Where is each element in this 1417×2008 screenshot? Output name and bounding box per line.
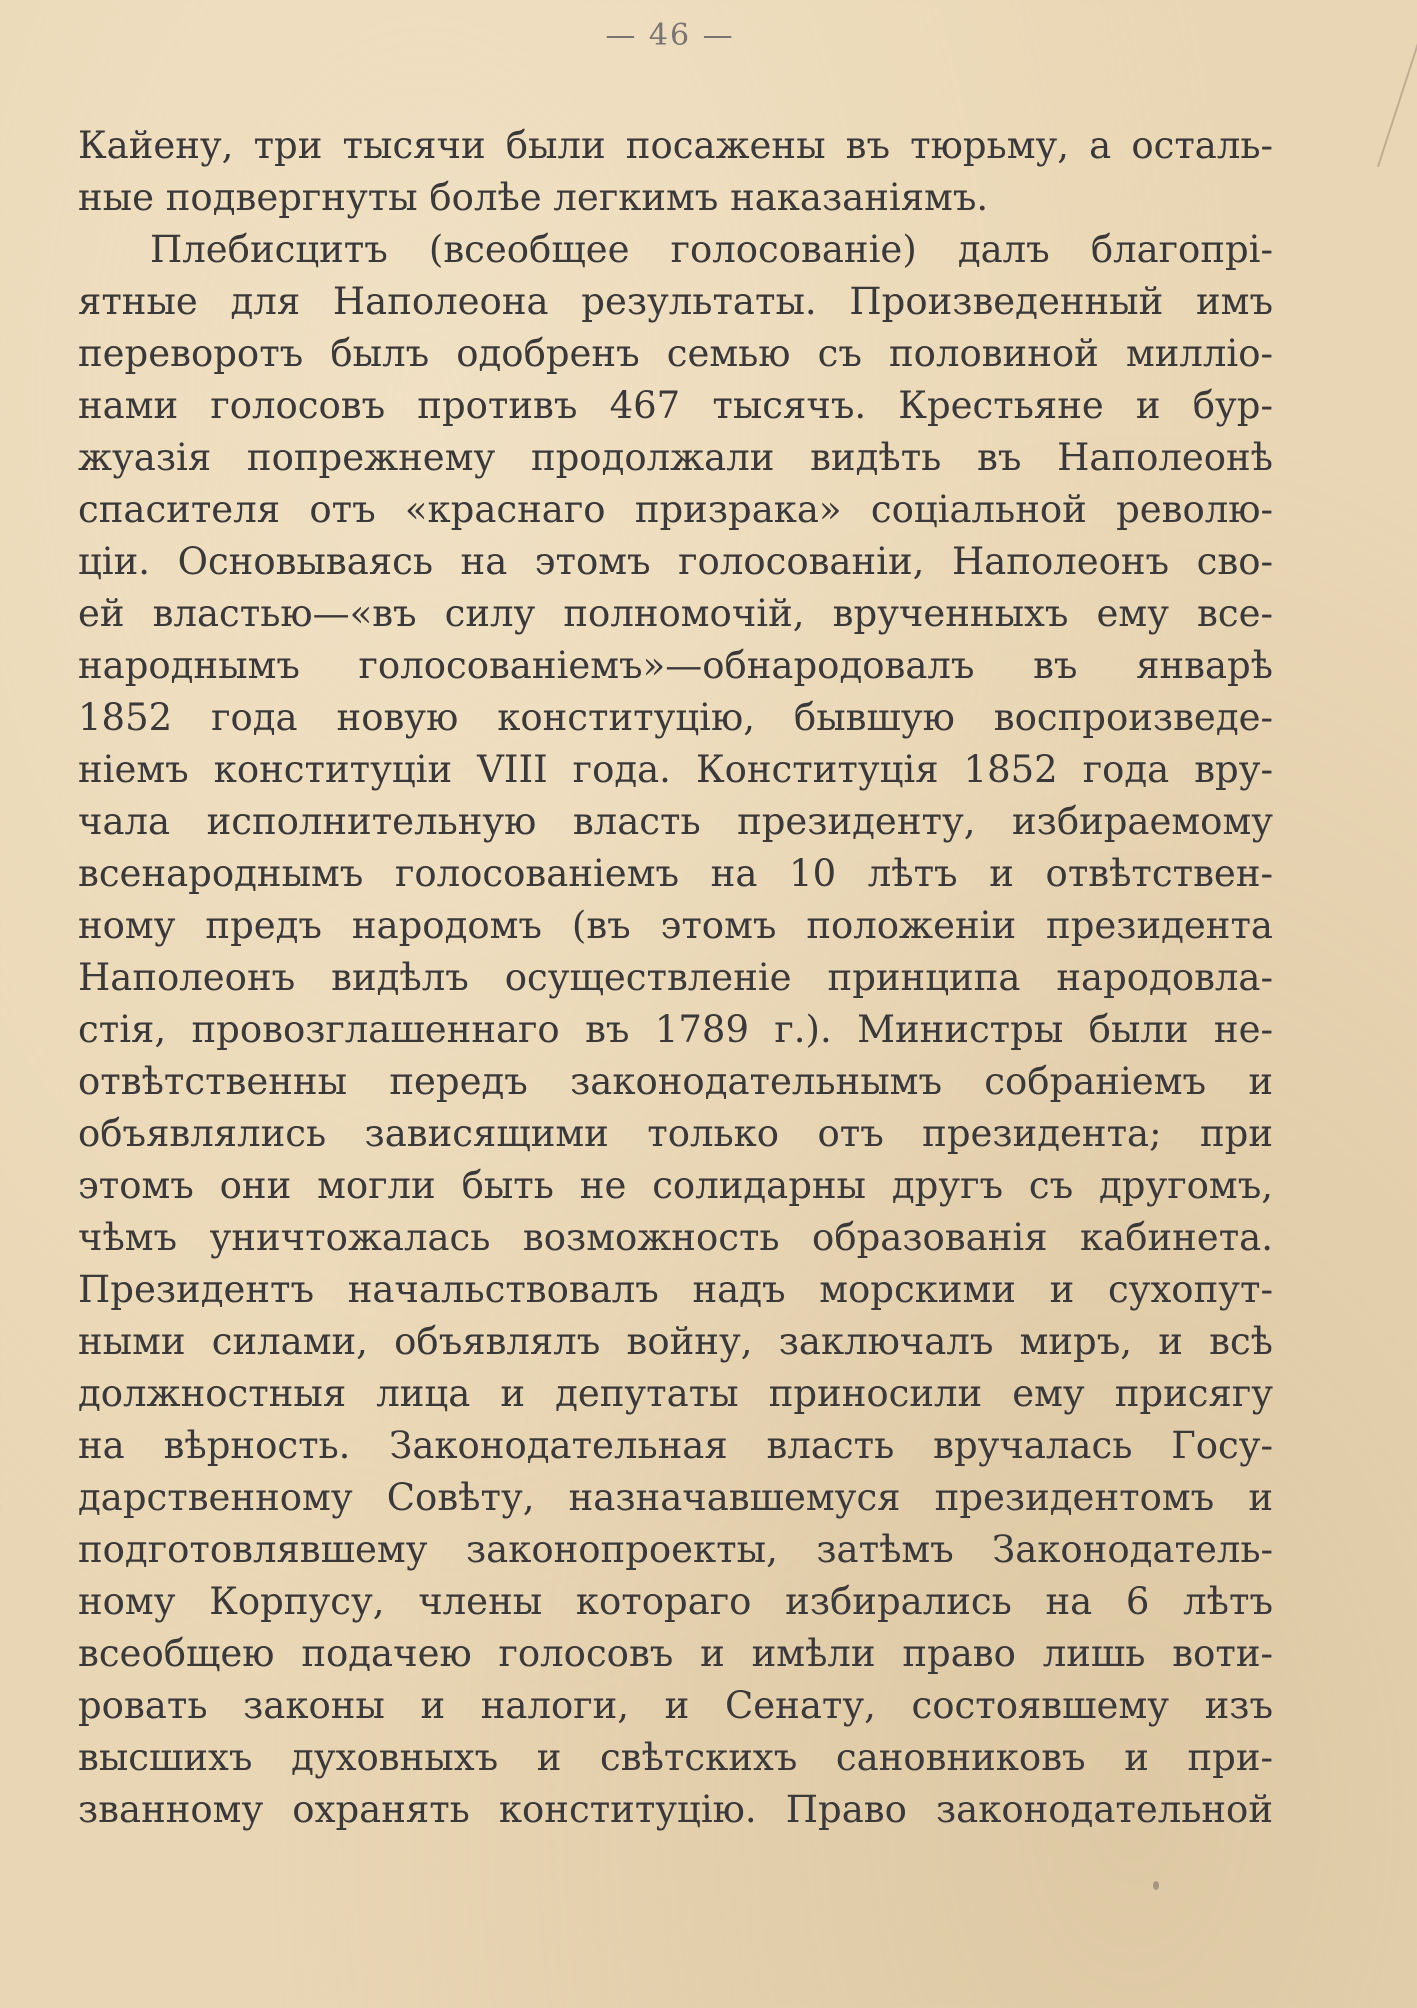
text-line: званному охранять конституцію. Право законодательной: [78, 1788, 1273, 1831]
text-line: дарственному Совѣту, назначавшемуся президентомъ и: [78, 1476, 1273, 1519]
text-line: должностныя лица и депутаты приносили ему присягу: [78, 1372, 1273, 1415]
text-line: ціи. Основываясь на этомъ голосованіи, Наполеонъ сво-: [78, 540, 1273, 583]
text-line: подготовлявшему законопроекты, затѣмъ Законодатель-: [78, 1528, 1273, 1571]
paper-speck: [1153, 1881, 1159, 1890]
text-line: спасителя отъ «краснаго призрака» соціальной револю-: [78, 488, 1273, 531]
text-line: этомъ они могли быть не солидарны другъ съ другомъ,: [78, 1164, 1273, 1207]
text-line: переворотъ былъ одобренъ семью съ половиной милліо-: [78, 332, 1273, 375]
page-edge-mark: [1377, 43, 1417, 167]
text-line: всеобщею подачею голосовъ и имѣли право лишь воти-: [78, 1632, 1273, 1675]
text-line: жуазія попрежнему продолжали видѣть въ Наполеонѣ: [78, 436, 1273, 479]
text-line: 1852 года новую конституцію, бывшую воспроизведе-: [78, 696, 1273, 739]
text-line: высшихъ духовныхъ и свѣтскихъ сановниковъ и при-: [78, 1736, 1273, 1779]
text-line: ей властью—«въ силу полномочій, врученныхъ ему все-: [78, 592, 1273, 635]
page-number: — 46 —: [605, 18, 735, 53]
text-line: чѣмъ уничтожалась возможность образованія кабинета.: [78, 1216, 1273, 1259]
text-line: Наполеонъ видѣлъ осуществленіе принципа народовла-: [78, 956, 1273, 999]
text-line: Президентъ начальствовалъ надъ морскими и сухопут-: [78, 1268, 1273, 1311]
text-line: ровать законы и налоги, и Сенату, состоявшему изъ: [78, 1684, 1273, 1727]
text-line: ніемъ конституціи VIII года. Конституція 1852 года вру-: [78, 748, 1273, 791]
text-line: Плебисцитъ (всеобщее голосованіе) далъ благопрі-: [150, 228, 1273, 271]
text-line: народнымъ голосованіемъ»—обнародовалъ въ январѣ: [78, 644, 1273, 687]
text-line: ятные для Наполеона результаты. Произведенный имъ: [78, 280, 1273, 323]
text-line: Кайену, три тысячи были посажены въ тюрьму, а осталь-: [78, 124, 1273, 167]
text-line: ному предъ народомъ (въ этомъ положеніи президента: [78, 904, 1273, 947]
text-line: чала исполнительную власть президенту, избираемому: [78, 800, 1273, 843]
text-line: ному Корпусу, члены котораго избирались на 6 лѣтъ: [78, 1580, 1273, 1623]
text-line: стія, провозглашеннаго въ 1789 г.). Министры были не-: [78, 1008, 1273, 1051]
text-line: на вѣрность. Законодательная власть вручалась Госу-: [78, 1424, 1273, 1467]
body-text: [78, 120, 1273, 1836]
text-line: отвѣтственны передъ законодательнымъ собраніемъ и: [78, 1060, 1273, 1103]
text-line: ными силами, объявлялъ войну, заключалъ миръ, и всѣ: [78, 1320, 1273, 1363]
text-line: ные подвергнуты болѣе легкимъ наказаніямъ.: [78, 176, 989, 219]
text-line: объявлялись зависящими только отъ президента; при: [78, 1112, 1273, 1155]
text-line: нами голосовъ противъ 467 тысячъ. Крестьяне и бур-: [78, 384, 1273, 427]
text-line: всенароднымъ голосованіемъ на 10 лѣтъ и отвѣтствен-: [78, 852, 1273, 895]
